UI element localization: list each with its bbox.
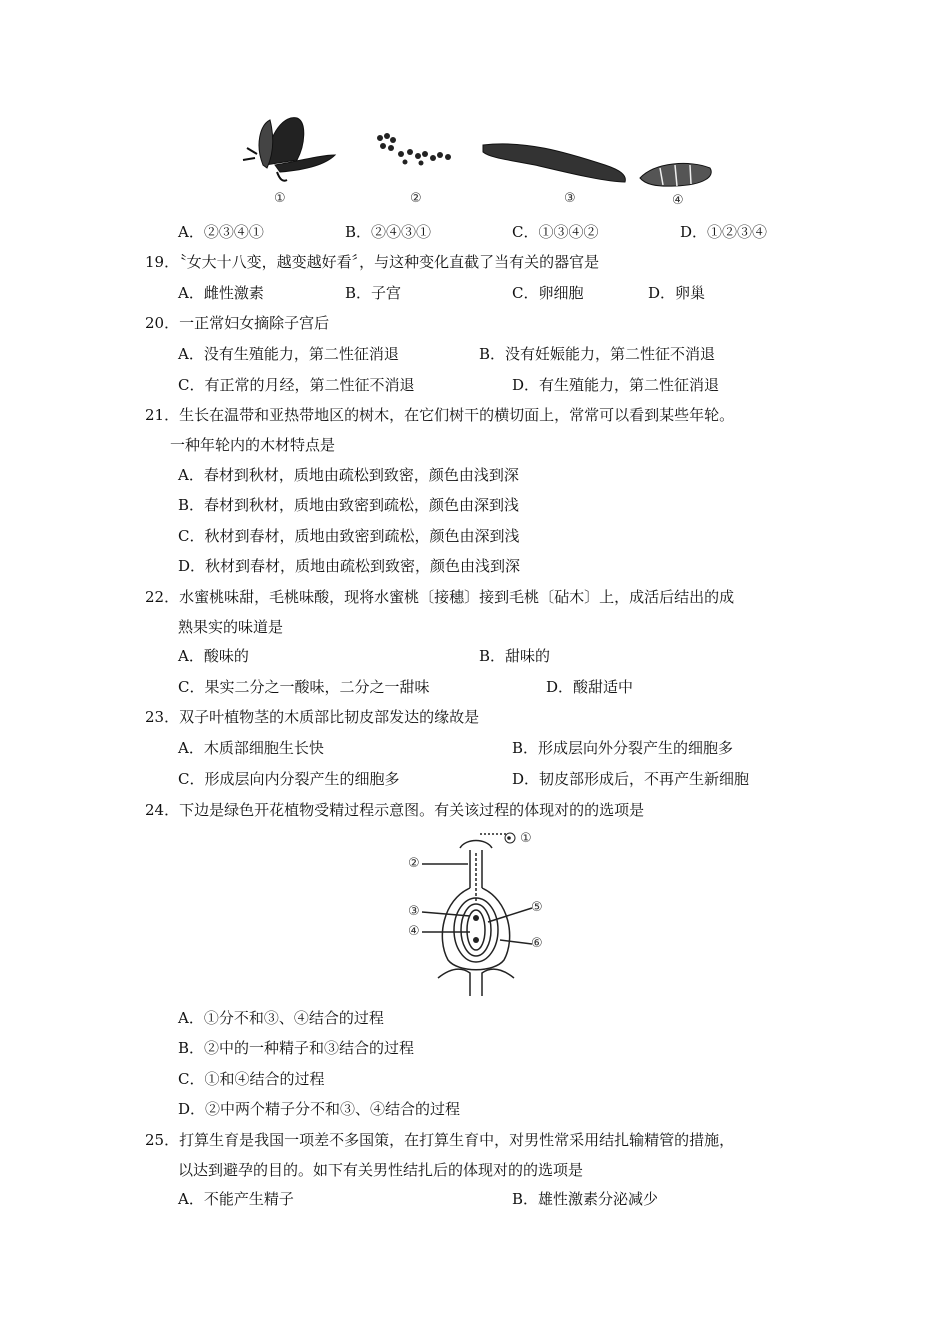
q21-stem-line1: 21．生长在温带和亚热带地区的树木，在它们树干的横切面上，常常可以看到某些年轮。 <box>145 406 735 424</box>
q22-option-a: A．酸味的 <box>178 647 249 665</box>
q20-option-b: B．没有妊娠能力，第二性征不消退 <box>479 345 716 363</box>
fig2-label-2: ② <box>408 856 420 871</box>
fig2-label-3: ③ <box>408 904 420 919</box>
q20-option-a: A．没有生殖能力，第二性征消退 <box>178 345 399 363</box>
fig1-label-3: ③ <box>564 191 576 206</box>
q19-option-a: A．雌性激素 <box>178 284 264 302</box>
q20-option-d: D．有生殖能力，第二性征消退 <box>512 376 720 394</box>
q19-stem: 19．〝女大十八变，越变越好看〞，与这种变化直截了当有关的器官是 <box>145 253 600 271</box>
q25-option-a: A．不能产生精子 <box>178 1190 294 1208</box>
q23-option-c: C．形成层向内分裂产生的细胞多 <box>178 770 400 788</box>
fig1-label-1: ① <box>274 191 286 206</box>
q24-option-b: B．②中的一种精子和③结合的过程 <box>178 1039 415 1057</box>
q22-option-d: D．酸甜适中 <box>546 678 634 696</box>
fig2-label-6: ⑥ <box>531 936 543 951</box>
q24-option-a: A．①分不和③、④结合的过程 <box>178 1009 384 1027</box>
q23-option-d: D．韧皮部形成后，不再产生新细胞 <box>512 770 750 788</box>
larva-drawing <box>483 144 625 182</box>
q24-option-c: C．①和④结合的过程 <box>178 1070 325 1088</box>
q19-option-c: C．卵细胞 <box>512 284 584 302</box>
q21-option-d: D．秋材到春材，质地由疏松到致密，颜色由浅到深 <box>178 557 521 575</box>
eggs-drawing <box>377 133 451 166</box>
q18-option-d: D．①②③④ <box>680 223 768 241</box>
pupa-drawing <box>640 163 711 186</box>
q25-stem-line2: 以达到避孕的目的。如下有关男性结扎后的体现对的的选项是 <box>178 1161 584 1179</box>
q21-option-b: B．春材到秋材，质地由致密到疏松，颜色由深到浅 <box>178 496 520 514</box>
q20-stem: 20．一正常妇女摘除子宫后 <box>145 314 330 332</box>
q18-option-c: C．①③④② <box>512 223 599 241</box>
fig2-label-1: ① <box>520 831 532 846</box>
q19-option-b: B．子宫 <box>345 284 402 302</box>
q23-option-b: B．形成层向外分裂产生的细胞多 <box>512 739 734 757</box>
q24-stem: 24．下边是绿色开花植物受精过程示意图。有关该过程的体现对的的选项是 <box>145 801 645 819</box>
q19-option-d: D．卵巢 <box>648 284 706 302</box>
fig1-label-2: ② <box>410 191 422 206</box>
q21-stem-line2: 一种年轮内的木材特点是 <box>170 436 336 454</box>
q21-option-a: A．春材到秋材，质地由疏松到致密，颜色由浅到深 <box>178 466 519 484</box>
q22-stem-line2: 熟果实的味道是 <box>178 618 284 636</box>
q24-option-d: D．②中两个精子分不和③、④结合的过程 <box>178 1100 461 1118</box>
q23-option-a: A．木质部细胞生长快 <box>178 739 324 757</box>
fig2-label-4: ④ <box>408 924 420 939</box>
q18-option-a: A．②③④① <box>178 223 264 241</box>
q25-option-b: B．雄性激素分泌减少 <box>512 1190 659 1208</box>
q22-option-c: C．果实二分之一酸味，二分之一甜味 <box>178 678 430 696</box>
q22-option-b: B．甜味的 <box>479 647 551 665</box>
insect-life-cycle-figure <box>235 110 725 215</box>
q18-option-b: B．②④③① <box>345 223 432 241</box>
q22-stem-line1: 22．水蜜桃味甜，毛桃味酸，现将水蜜桃〔接穗〕接到毛桃〔砧木〕上，成活后结出的成 <box>145 588 735 606</box>
q21-option-c: C．秋材到春材，质地由致密到疏松，颜色由深到浅 <box>178 527 520 545</box>
fig2-label-5: ⑤ <box>531 900 543 915</box>
fig1-label-4: ④ <box>672 193 684 208</box>
q25-stem-line1: 25．打算生育是我国一项差不多国策，在打算生育中，对男性常采用结扎输精管的措施， <box>145 1131 735 1149</box>
q20-option-c: C．有正常的月经，第二性征不消退 <box>178 376 415 394</box>
q23-stem: 23．双子叶植物茎的木质部比韧皮部发达的缘故是 <box>145 708 480 726</box>
butterfly-drawing <box>243 118 335 181</box>
